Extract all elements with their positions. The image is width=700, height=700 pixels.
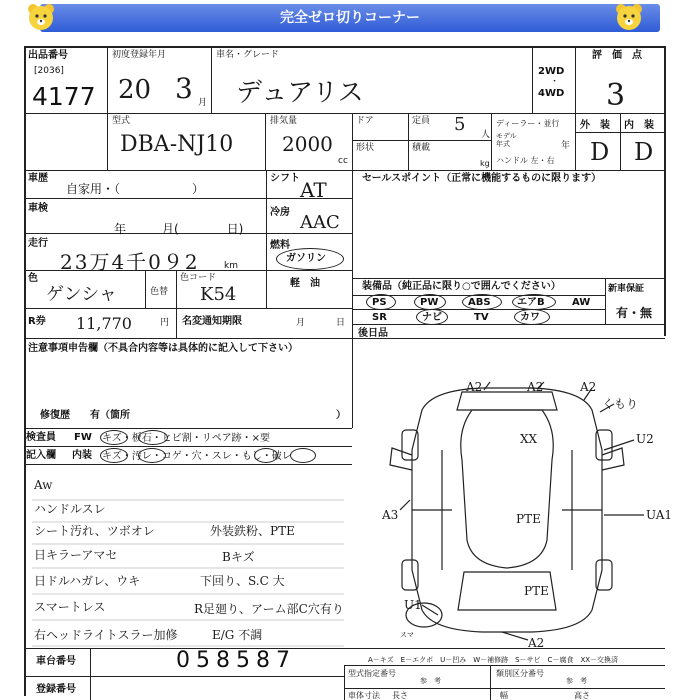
reference-label: 参 考 bbox=[420, 677, 441, 685]
equip-circle bbox=[366, 294, 396, 310]
name-change-label: 名変通知期限 bbox=[182, 316, 242, 327]
fuel-label: 燃料 bbox=[270, 240, 290, 251]
lot-number-label: 出品番号 bbox=[28, 50, 68, 61]
exterior-grade: D bbox=[590, 138, 610, 166]
equip-circle bbox=[462, 294, 502, 310]
year-unit: 年 bbox=[561, 141, 571, 151]
door-label: ドア bbox=[356, 116, 374, 126]
new-car-warranty-label: 新車保証 bbox=[608, 284, 645, 294]
fuel-diesel: 軽 油 bbox=[290, 278, 320, 289]
equip-navi: ナビ bbox=[422, 312, 442, 323]
capacity-label: 定員 bbox=[412, 116, 431, 126]
yen-unit: 円 bbox=[160, 318, 170, 328]
color-code-value: K54 bbox=[200, 284, 237, 305]
repair-history-label: 修復歴 有（箇所 bbox=[40, 410, 130, 421]
interior-label: 内 装 bbox=[624, 120, 654, 131]
remark-item: 下回り、S.C 大 bbox=[200, 574, 285, 588]
class-number-label: 類別区分番号 bbox=[496, 669, 544, 678]
remark-item: 右ヘッドライトスラー加修 bbox=[34, 628, 178, 642]
kg-unit: kg bbox=[480, 159, 490, 168]
bear-mascot-icon bbox=[26, 2, 56, 32]
capacity-value: 5 bbox=[454, 114, 466, 135]
name-change-month-unit: 月 bbox=[296, 318, 306, 328]
mark-a2-front-left: A2 bbox=[466, 380, 483, 394]
damage-legend: A－キズ E－エクボ U－凹み W－補修跡 S－サビ C－腐食 XX－交換済 bbox=[368, 656, 619, 664]
remark-item: Bキズ bbox=[222, 550, 255, 564]
sales-point-label: セールスポイント（正常に機能するものに限ります） bbox=[362, 173, 602, 184]
displacement-label: 排気量 bbox=[270, 116, 298, 126]
name-change-day-unit: 日 bbox=[336, 318, 346, 328]
cc-unit: cc bbox=[338, 156, 348, 166]
remark-item: Aw bbox=[34, 478, 53, 492]
first-registration-label: 初度登録年月 bbox=[112, 50, 167, 60]
type-value: DBA-NJ10 bbox=[120, 132, 234, 157]
mark-kumori: くもり bbox=[602, 397, 639, 411]
color-code-label: 色コード bbox=[180, 273, 217, 283]
equip-leather: カワ bbox=[520, 312, 540, 323]
type-label: 型式 bbox=[112, 116, 131, 126]
check-circle bbox=[138, 430, 168, 445]
check-circle bbox=[100, 448, 128, 463]
color-value: ゲンシャ bbox=[46, 284, 117, 305]
mark-a2-rear: A2 bbox=[528, 636, 545, 650]
reference-label: 参 考 bbox=[566, 677, 587, 685]
inspection-value: 年 月( 日) bbox=[114, 222, 244, 236]
interior-check-items: キズ・汚レ・コゲ・穴・スレ・もし・破レ bbox=[102, 451, 292, 462]
equip-tv: TV bbox=[474, 312, 489, 323]
interior-grade: D bbox=[634, 138, 654, 166]
interior-check-label: 内装 bbox=[72, 450, 92, 461]
use-value: 自家用・（ ） bbox=[66, 182, 205, 196]
new-car-warranty-value: 有・無 bbox=[616, 306, 653, 320]
lot-sub-number: [2036] bbox=[34, 66, 64, 76]
dealer-label: ディーラー・並行 bbox=[496, 119, 560, 128]
height-label: 高さ bbox=[574, 691, 590, 700]
chassis-number-value: 058587 bbox=[176, 648, 296, 673]
exterior-label: 外 装 bbox=[580, 120, 610, 131]
remark-item: スマートレス bbox=[34, 600, 106, 614]
auction-score: 3 bbox=[606, 78, 626, 113]
check-circle bbox=[138, 448, 166, 463]
km-unit: km bbox=[224, 261, 238, 271]
recycle-label: R券 bbox=[28, 316, 46, 327]
first-registration-month: 3 bbox=[175, 72, 193, 105]
check-circle bbox=[100, 430, 128, 445]
length-label: 長さ bbox=[392, 691, 408, 700]
type-designation-label: 型式指定番号 bbox=[348, 669, 396, 678]
shift-value: AT bbox=[300, 178, 327, 202]
handle-label: ハンドル 左・右 bbox=[496, 156, 555, 165]
mark-a2-front-right: A2 bbox=[580, 380, 597, 394]
remarks-underlines bbox=[24, 490, 354, 650]
remark-item: R足廻り、アーム部C穴有り bbox=[194, 602, 344, 616]
displacement-value: 2000 bbox=[282, 132, 333, 156]
mark-a2-front-center: A2 bbox=[527, 380, 544, 394]
recycle-value: 11,770 bbox=[76, 314, 132, 333]
mark-pte-trunk: PTE bbox=[524, 584, 549, 598]
load-label: 積載 bbox=[412, 143, 431, 153]
equip-ps: PS bbox=[372, 297, 387, 308]
drive-4wd: 4WD bbox=[538, 88, 565, 99]
remark-item: E/G 不調 bbox=[212, 628, 263, 642]
equip-circle bbox=[414, 294, 446, 310]
month-unit: 月 bbox=[198, 98, 208, 108]
inspection-label: 車検 bbox=[28, 203, 48, 214]
model-name-label: 車名・グレード bbox=[216, 50, 280, 60]
equip-aw: AW bbox=[572, 297, 591, 308]
drive-separator: ・ bbox=[550, 77, 560, 87]
mileage-label: 走行 bbox=[28, 238, 48, 249]
width-label: 幅 bbox=[500, 691, 508, 700]
remark-item: シート汚れ、ツボオレ bbox=[34, 524, 155, 538]
score-label: 評 価 点 bbox=[592, 50, 642, 61]
mark-pte-roof: PTE bbox=[516, 512, 541, 526]
shape-label: 形状 bbox=[356, 143, 375, 153]
remark-item: 日キラーアマセ bbox=[34, 548, 118, 562]
mark-a3: A3 bbox=[382, 508, 399, 522]
equip-pw: PW bbox=[420, 297, 439, 308]
first-registration-year: 20 bbox=[118, 75, 152, 105]
equip-circle bbox=[512, 294, 556, 310]
entry-label: 記入欄 bbox=[26, 450, 56, 461]
check-circle bbox=[290, 448, 316, 463]
registration-number-label: 登録番号 bbox=[36, 684, 76, 695]
repair-history-end: ） bbox=[336, 410, 346, 421]
mark-u1: U1 bbox=[404, 598, 422, 612]
equipment-label: 装備品（純正品に限り○で囲んでください） bbox=[362, 281, 561, 292]
shift-label: シフト bbox=[270, 173, 300, 184]
fw-label: FW bbox=[74, 432, 92, 443]
ac-value: AAC bbox=[300, 212, 340, 233]
mark-xx: XX bbox=[520, 432, 538, 446]
page-banner: 完全ゼロ切りコーナー bbox=[40, 4, 660, 32]
model-name: デュアリス bbox=[236, 78, 364, 108]
equip-sr: SR bbox=[372, 312, 387, 323]
body-size-label: 車体寸法 bbox=[348, 691, 380, 700]
drive-2wd: 2WD bbox=[538, 66, 565, 77]
equip-circle bbox=[514, 309, 550, 325]
mileage-value: 23万4千0９2 bbox=[60, 250, 200, 274]
fw-items: キズ・板石・ヒビ割・リペア跡・×要 bbox=[102, 433, 270, 444]
fuel-gasoline: ガソリン bbox=[286, 253, 326, 264]
equip-airbag: エアB bbox=[517, 297, 545, 308]
mark-sumo: スマ bbox=[400, 631, 414, 639]
equip-abs: ABS bbox=[468, 297, 491, 308]
use-label: 車歴 bbox=[28, 173, 48, 184]
bear-mascot-icon bbox=[614, 2, 644, 32]
check-circle bbox=[254, 448, 278, 463]
color-label: 色 bbox=[28, 273, 38, 284]
inspector-label: 検査員 bbox=[26, 432, 56, 443]
car-body-diagram bbox=[352, 340, 665, 650]
chassis-number-label: 車台番号 bbox=[36, 656, 76, 667]
model-year-label: モデル 年式 bbox=[496, 132, 517, 148]
equip-circle bbox=[416, 309, 448, 325]
remark-item: 日ドルハガレ、ウキ bbox=[34, 574, 141, 588]
remark-item: 外装鉄粉、PTE bbox=[210, 524, 295, 538]
mark-ua1: UA1 bbox=[646, 508, 673, 522]
ac-label: 冷房 bbox=[270, 207, 290, 218]
remark-item: ハンドルスレ bbox=[34, 502, 106, 516]
person-unit: 人 bbox=[481, 130, 491, 140]
color-change-label: 色替 bbox=[150, 287, 169, 297]
notes-label: 注意事項申告欄（不具合内容等は具体的に記入して下さい） bbox=[28, 343, 298, 354]
back-items-label: 後日品 bbox=[358, 328, 388, 339]
mark-u2: U2 bbox=[636, 432, 654, 446]
lot-number: 4177 bbox=[32, 82, 96, 111]
